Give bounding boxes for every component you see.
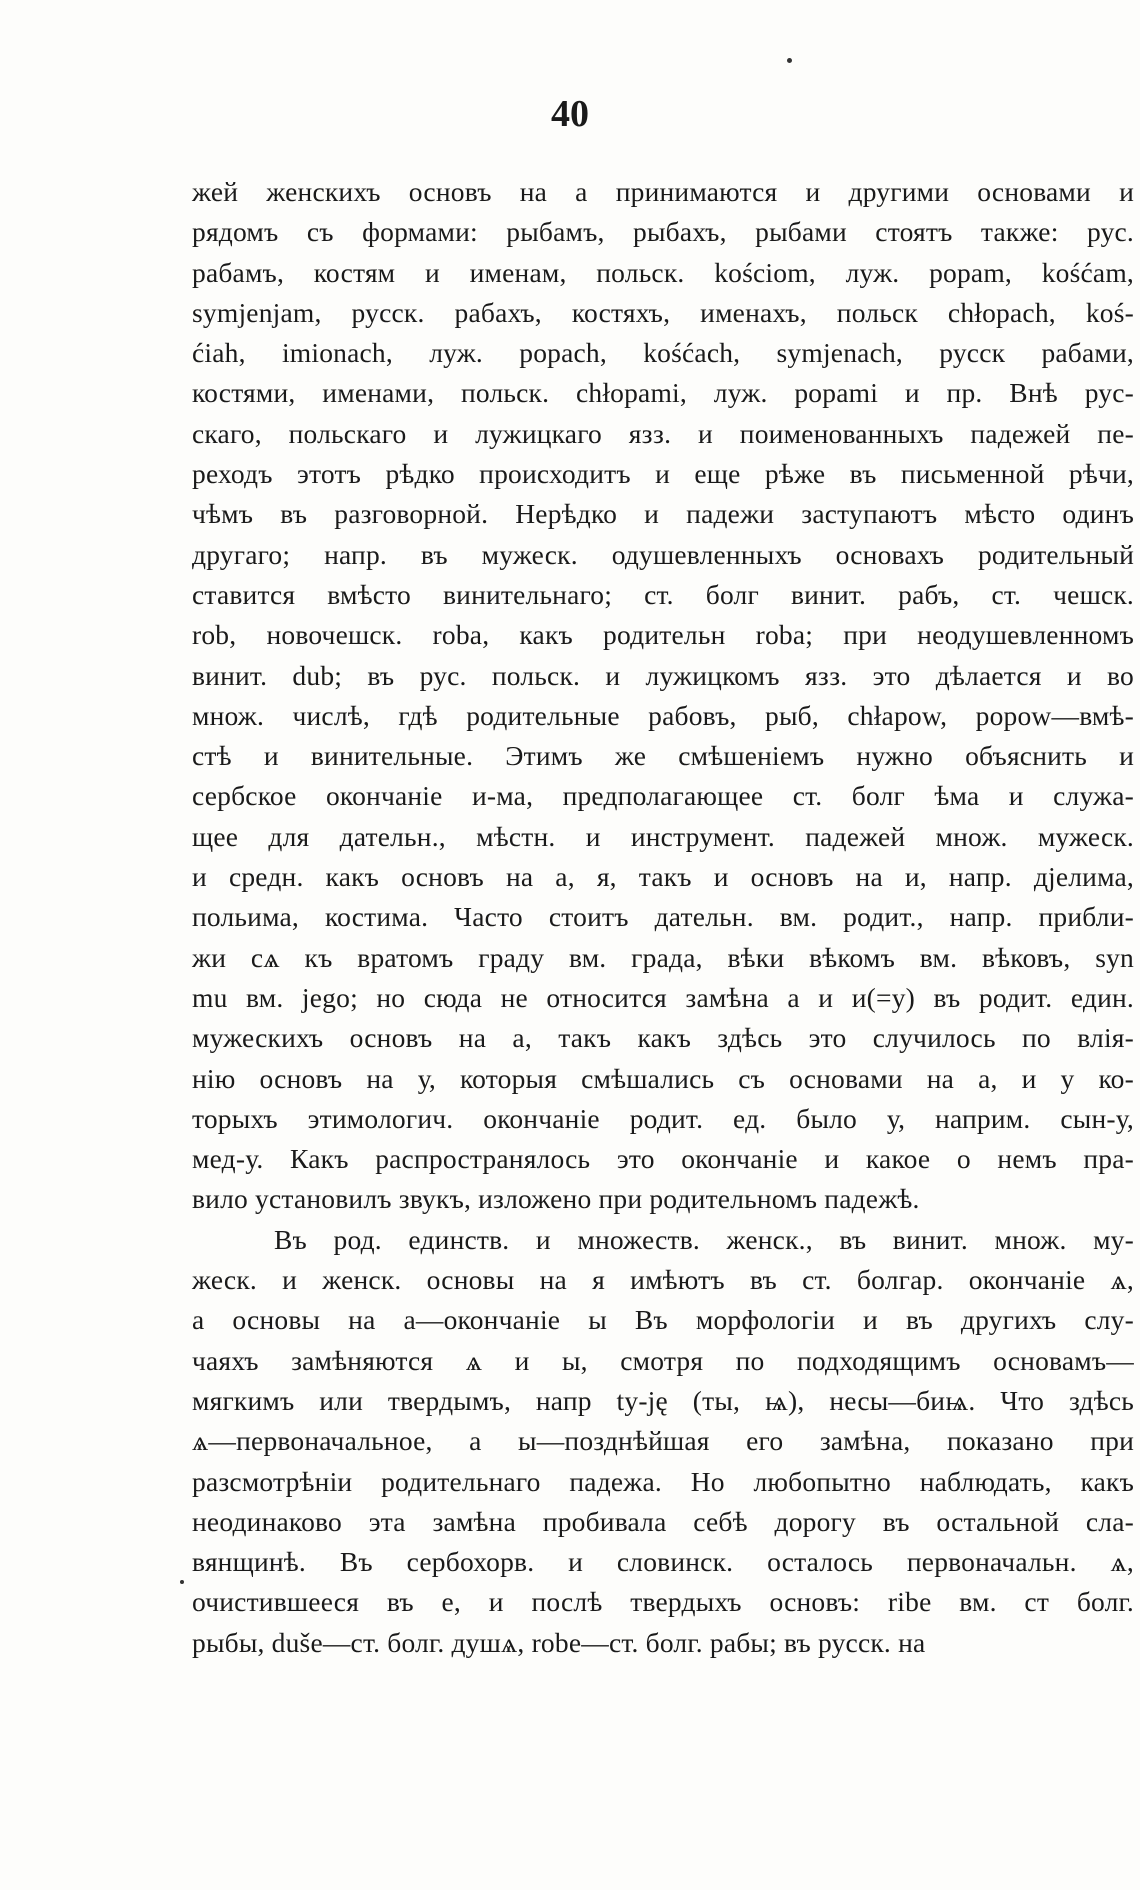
text-line: неодинаково эта замѣна пробивала себѣ дорогу въ остальной сла- — [192, 1505, 1134, 1537]
text-line: другаго; напр. въ мужеск. одушевленныхъ основахъ родительный — [192, 538, 1134, 570]
text-line: вянщинѣ. Въ сербохорв. и словинск. осталось первоначальн. ѧ, — [192, 1546, 1134, 1578]
text-line: Въ род. единств. и множеств. женск., въ винит. множ. му- — [274, 1223, 1134, 1255]
text-line: чѣмъ въ разговорной. Нерѣдко и падежи заступаютъ мѣсто одинъ — [192, 498, 1134, 530]
text-line: и средн. какъ основъ на а, я, такъ и основъ на и, напр. дјелима, — [192, 861, 1134, 893]
text-line: польима, костима. Часто стоитъ дательн. вм. родит., напр. прибли- — [192, 901, 1134, 933]
text-line: ставится вмѣсто винительнаго; ст. болг винит. рабъ, ст. чешск. — [192, 578, 1134, 610]
text-line: жеск. и женск. основы на я имѣютъ въ ст. болгар. окончаніе ѧ, — [192, 1264, 1134, 1296]
speck-mark — [180, 1580, 184, 1584]
paragraph-1 — [192, 172, 1134, 1220]
text-line: торыхъ этимологич. окончаніе родит. ед. было у, наприм. сын-у, — [192, 1102, 1134, 1134]
text-line: винит. dub; въ рус. польск. и лужицкомъ язз. это дѣлается и во — [192, 659, 1134, 691]
text-line: нію основъ на у, которыя смѣшались съ основами на а, и у ко- — [192, 1062, 1134, 1094]
text-line: щее для дательн., мѣстн. и инструмент. падежей множ. мужеск. — [192, 820, 1134, 852]
text-line: скаго, польскаго и лужицкаго язз. и поименованныхъ падежей пе- — [192, 417, 1134, 449]
text-line: реходъ этотъ рѣдко происходитъ и еще рѣже въ письменной рѣчи, — [192, 458, 1134, 490]
text-line: жей женскихъ основъ на а принимаются и другими основами и — [192, 176, 1134, 207]
text-line: чаяхъ замѣняются ѧ и ы, смотря по подходящимъ основамъ— — [192, 1344, 1134, 1376]
text-line: мужескихъ основъ на а, такъ какъ здѣсь это случилось по влія- — [192, 1022, 1134, 1054]
text-line: рядомъ съ формами: рыбамъ, рыбахъ, рыбами стоятъ также: рус. — [192, 216, 1134, 248]
speck-mark — [787, 58, 792, 63]
text-line: рабамъ, костям и именам, польск. kościom, луж. popam, kośćam, — [192, 256, 1134, 288]
text-line: а основы на а—окончаніе ы Въ морфологіи и въ другихъ слу- — [192, 1304, 1134, 1336]
page-number: 40 — [551, 93, 589, 135]
text-line: стѣ и винительные. Этимъ же смѣшеніемъ нужно объяснить и — [192, 740, 1134, 772]
text-line: очистившееся въ е, и послѣ твердыхъ основъ: ribe вм. ст болг. — [192, 1586, 1134, 1618]
text-line: костями, именами, польск. chłopami, луж. popami и пр. Внѣ рус- — [192, 377, 1134, 409]
text-line: ćiah, imionach, луж. popach, kośćach, symjenach, русск рабами, — [192, 337, 1134, 369]
text-line: rob, новочешск. roba, какъ родительн roba; при неодушевленномъ — [192, 619, 1134, 651]
text-line: мягкимъ или твердымъ, напр ty-ję (ты, ѩ), несы—биѩ. Что здѣсь — [192, 1384, 1134, 1416]
text-line: mu вм. jego; но сюда не относится замѣна а и и(=у) въ родит. един. — [192, 981, 1134, 1013]
text-line: ѧ—первоначальное, а ы—позднѣйшая его замѣна, показано при — [192, 1425, 1134, 1457]
body-text — [192, 172, 1134, 1663]
text-line: рыбы, duše—ст. болг. душѧ, robe—ст. болг. рабы; въ русск. на — [192, 1626, 926, 1658]
text-line: сербское окончаніе и-ма, предполагающее ст. болг ѣма и служа- — [192, 780, 1134, 812]
paragraph-2 — [192, 1220, 1134, 1663]
text-line: разсмотрѣніи родительнаго падежа. Но любопытно наблюдать, какъ — [192, 1465, 1134, 1497]
text-line: symjenjam, русск. рабахъ, костяхъ, именахъ, польск chłopach, koś- — [192, 296, 1134, 328]
text-line: множ. числѣ, гдѣ родительные рабовъ, рыб, chłapow, popow—вмѣ- — [192, 699, 1134, 731]
text-line: вило установилъ звукъ, изложено при родительномъ падежѣ. — [192, 1183, 920, 1215]
text-line: жи сѧ къ вратомъ граду вм. града, вѣки вѣкомъ вм. вѣковъ, syn — [192, 941, 1134, 973]
text-line: мед-у. Какъ распространялось это окончаніе и какое о немъ пра- — [192, 1143, 1134, 1175]
